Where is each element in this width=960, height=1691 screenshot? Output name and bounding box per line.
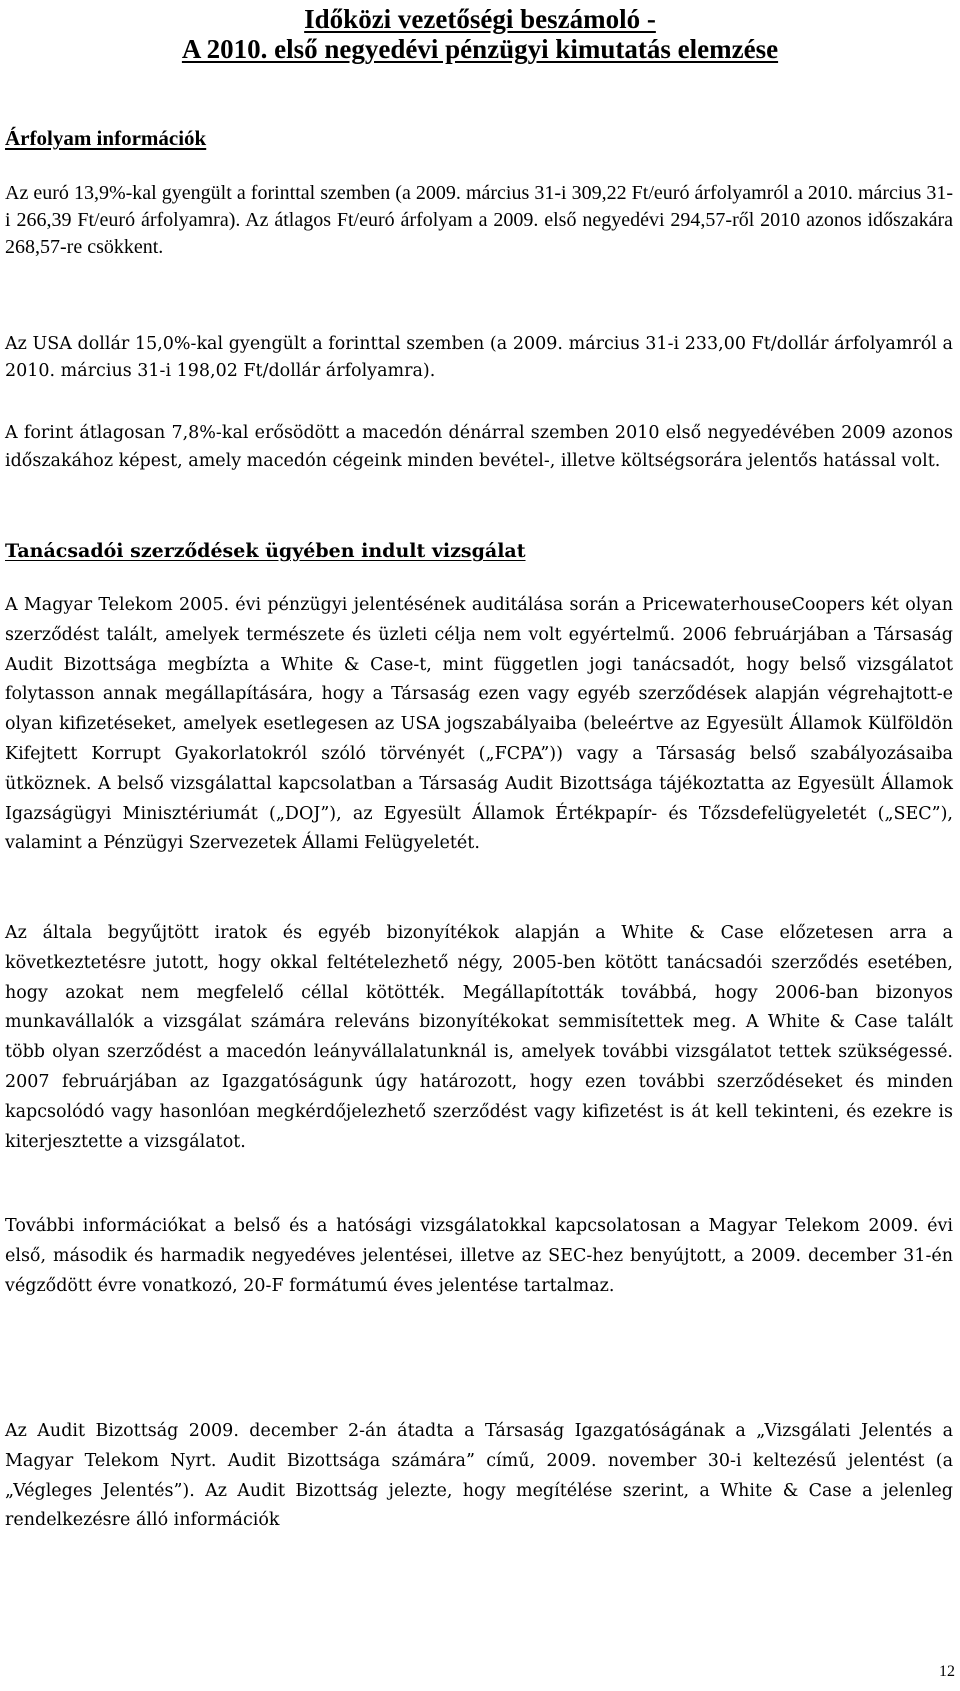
paragraph-mkd: A forint átlagosan 7,8%-kal erősödött a macedón dénárral szemben 2010 első negyedévében 2009 azonos időszakához képest, amely macedón cégeink minden bevétel-, illetve költségsorára jelentős hatással volt.: [5, 423, 953, 471]
paragraph-investigation-4: Az Audit Bizottság 2009. december 2-án átadta a Társaság Igazgatóságának a „Vizsgálati Jelentés a Magyar Telekom Nyrt. Audit Bizottsága számára” című, 2009. november 30-i keltezésű jelentést (a „Végleges Jelentés”). Az Audit Bizottság jelezte, hogy megítélése szerint, a White & Case a jelenleg rendelkezésre álló információk: [5, 1421, 953, 1531]
paragraph-investigation-3: További információkat a belső és a hatósági vizsgálatokkal kapcsolatosan a Magyar Telekom 2009. évi első, második és harmadik negyedéves jelentései, illetve az SEC-hez benyújtott, a 2009. december 31-én végződött évre vonatkozó, 20-F formátumú éves jelentése tartalmaz.: [5, 1216, 953, 1296]
title-line-2: A 2010. első negyedévi pénzügyi kimutatás elemzése: [181, 34, 779, 64]
paragraph-euro: Az euró 13,9%-kal gyengült a forinttal szemben (a 2009. március 31-i 309,22 Ft/euró árfolyamról a 2010. március 31-i 266,39 Ft/euró árfolyamra). Az átlagos Ft/euró árfolyam a 2009. első negyedévi 294,57-ről 2010 azonos időszakára 268,57-re csökkent.: [5, 182, 953, 258]
section-heading-exchange-rates: Árfolyam információk: [5, 126, 207, 150]
section-heading-investigation: Tanácsadói szerződések ügyében indult vizsgálat: [5, 540, 526, 562]
page-number: 12: [939, 1663, 955, 1680]
title-line-1: Időközi vezetőségi beszámoló -: [304, 4, 656, 34]
paragraph-investigation-1: A Magyar Telekom 2005. évi pénzügyi jelentésének auditálása során a PricewaterhouseCoopers két olyan szerződést talált, amelyek természete és üzleti célja nem volt egyértelmű. 2006 februárjában a Társaság Audit Bizottsága megbízta a White & Case-t, mint független jogi tanácsadót, hogy belső vizsgálatot folytasson annak megállapítására, hogy a Társaság ezen vagy egyéb szerződések alapján végrehajtott-e olyan kifizetéseket, amelyek esetlegesen az USA jogszabályaiba (beleértve az Egyesült Államok Külföldön Kifejtett Korrupt Gyakorlatokról szóló törvényét („FCPA”)) vagy a Társaság belső szabályozásaiba ütköznek. A belső vizsgálattal kapcsolatban a Társaság Audit Bizottsága tájékoztatta az Egyesült Államok Igazságügyi Minisztériumát („DOJ”), az Egyesült Államok Értékpapír- és Tőzsdefelügyeletét („SEC”), valamint a Pénzügyi Szervezetek Állami Felügyeletét.: [5, 595, 953, 854]
paragraph-investigation-2: Az általa begyűjtött iratok és egyéb bizonyítékok alapján a White & Case előzetesen arra a következtetésre jutott, hogy okkal feltételezhető négy, 2005-ben kötött tanácsadói szerződés esetében, hogy azokat nem megfelelő céllal kötötték. Megállapították továbbá, hogy 2006-ban bizonyos munkavállalók a vizsgálat számára releváns bizonyítékokat semmisítettek meg. A White & Case talált több olyan szerződést a macedón leányvállalatunknál is, amelyek további vizsgálatot tettek szükségessé. 2007 februárjában az Igazgatóságunk úgy határozott, hogy ezen további szerződéseket és minden kapcsolódó vagy hasonlóan megkérdőjelezhető szerződést vagy kifizetést is át kell tekinteni, és ezekre is kiterjesztette a vizsgálatot.: [5, 923, 953, 1152]
paragraph-usd: Az USA dollár 15,0%-kal gyengült a forinttal szemben (a 2009. március 31-i 233,00 Ft/dollár árfolyamról a 2010. március 31-i 198,02 Ft/dollár árfolyamra).: [5, 334, 953, 381]
